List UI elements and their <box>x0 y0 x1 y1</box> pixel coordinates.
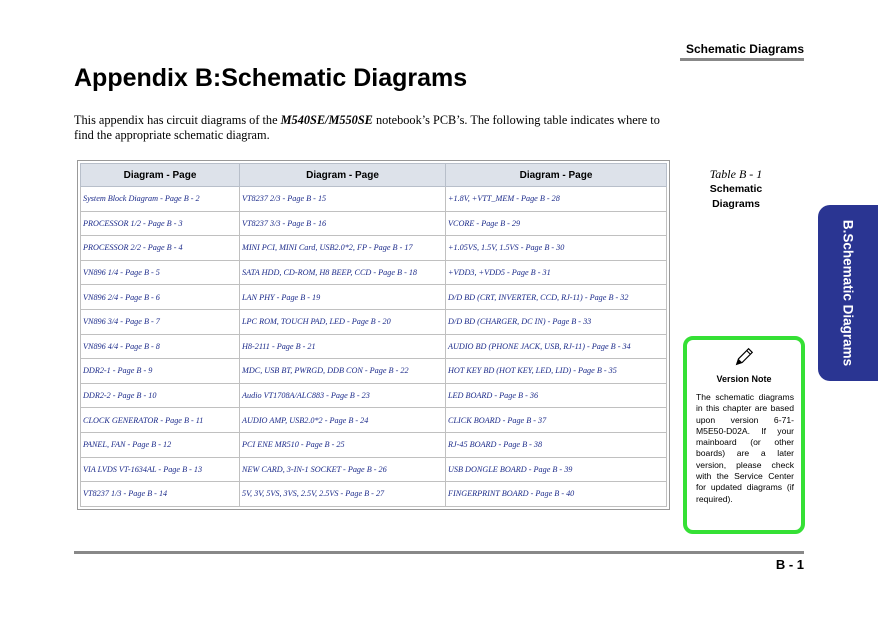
table-caption-label: Table B - 1 <box>709 167 763 181</box>
intro-text-start: This appendix has circuit diagrams of the <box>74 113 281 127</box>
column-header: Diagram - Page <box>240 164 446 187</box>
intro-paragraph <box>74 113 674 143</box>
diagram-page-link[interactable]: PROCESSOR 2/2 - Page B - 4 <box>81 236 240 261</box>
diagram-page-link[interactable]: LED BOARD - Page B - 36 <box>446 383 667 408</box>
diagram-page-link[interactable]: AUDIO AMP, USB2.0*2 - Page B - 24 <box>240 408 446 433</box>
diagram-page-link[interactable]: VCORE - Page B - 29 <box>446 211 667 236</box>
running-header-title: Schematic Diagrams <box>685 42 804 56</box>
page-number: B - 1 <box>775 557 804 572</box>
diagram-page-link[interactable]: LAN PHY - Page B - 19 <box>240 285 446 310</box>
diagram-page-link[interactable]: SATA HDD, CD-ROM, H8 BEEP, CCD - Page B - 18 <box>240 260 446 285</box>
diagram-page-link[interactable]: System Block Diagram - Page B - 2 <box>81 187 240 212</box>
diagram-table-frame <box>77 160 670 510</box>
diagram-page-link[interactable]: D/D BD (CRT, INVERTER, CCD, RJ-11) - Page B - 32 <box>446 285 667 310</box>
table-row <box>81 236 667 261</box>
column-header: Diagram - Page <box>446 164 667 187</box>
diagram-page-link[interactable]: CLOCK GENERATOR - Page B - 11 <box>81 408 240 433</box>
diagram-page-link[interactable]: MDC, USB BT, PWRGD, DDB CON - Page B - 22 <box>240 359 446 384</box>
table-row <box>81 309 667 334</box>
table-row <box>81 285 667 310</box>
table-row <box>81 383 667 408</box>
chapter-side-tab-label: B.Schematic Diagrams <box>840 219 856 367</box>
diagram-page-link[interactable]: VIA LVDS VT-1634AL - Page B - 13 <box>81 457 240 482</box>
model-name: M540SE/M550SE <box>280 113 373 127</box>
diagram-page-link[interactable]: +1.05VS, 1.5V, 1.5VS - Page B - 30 <box>446 236 667 261</box>
diagram-page-link[interactable]: VT8237 1/3 - Page B - 14 <box>81 482 240 507</box>
pencil-icon <box>733 346 755 368</box>
chapter-side-tab[interactable] <box>818 205 878 381</box>
diagram-page-link[interactable]: LPC ROM, TOUCH PAD, LED - Page B - 20 <box>240 309 446 334</box>
diagram-page-link[interactable]: VN896 2/4 - Page B - 6 <box>81 285 240 310</box>
table-header-row <box>81 164 667 187</box>
table-caption-title-line1: Schematic <box>709 183 763 195</box>
diagram-page-link[interactable]: VN896 4/4 - Page B - 8 <box>81 334 240 359</box>
diagram-page-link[interactable]: PANEL, FAN - Page B - 12 <box>81 432 240 457</box>
diagram-table <box>80 163 667 507</box>
diagram-page-link[interactable]: USB DONGLE BOARD - Page B - 39 <box>446 457 667 482</box>
intro-text-end: notebook’s PCB’s. The following table indicates where to find the appropriate schematic diagram. <box>74 113 660 142</box>
diagram-page-link[interactable]: VT8237 3/3 - Page B - 16 <box>240 211 446 236</box>
table-row <box>81 260 667 285</box>
diagram-page-link[interactable]: MINI PCI, MINI Card, USB2.0*2, FP - Page B - 17 <box>240 236 446 261</box>
diagram-page-link[interactable]: +VDD3, +VDD5 - Page B - 31 <box>446 260 667 285</box>
note-body: The schematic diagrams in this chapter are based upon version 6-71-M5E50-D02A. If your mainboard (or other boards) are a later version, please check with the Service Center for updated diagrams (if required). <box>696 392 794 504</box>
diagram-page-link[interactable]: D/D BD (CHARGER, DC IN) - Page B - 33 <box>446 309 667 334</box>
header-rule <box>680 58 804 61</box>
column-header: Diagram - Page <box>81 164 240 187</box>
table-row <box>81 359 667 384</box>
table-row <box>81 187 667 212</box>
diagram-page-link[interactable]: PROCESSOR 1/2 - Page B - 3 <box>81 211 240 236</box>
diagram-page-link[interactable]: CLICK BOARD - Page B - 37 <box>446 408 667 433</box>
table-row <box>81 432 667 457</box>
diagram-page-link[interactable]: DDR2-1 - Page B - 9 <box>81 359 240 384</box>
diagram-page-link[interactable]: NEW CARD, 3-IN-1 SOCKET - Page B - 26 <box>240 457 446 482</box>
diagram-page-link[interactable]: Audio VT1708A/ALC883 - Page B - 23 <box>240 383 446 408</box>
table-row <box>81 334 667 359</box>
diagram-page-link[interactable]: DDR2-2 - Page B - 10 <box>81 383 240 408</box>
footer-rule <box>74 551 804 554</box>
diagram-page-link[interactable]: +1.8V, +VTT_MEM - Page B - 28 <box>446 187 667 212</box>
diagram-page-link[interactable]: VN896 3/4 - Page B - 7 <box>81 309 240 334</box>
page-title: Appendix B:Schematic Diagrams <box>74 64 468 92</box>
table-caption <box>686 167 786 212</box>
table-row <box>81 408 667 433</box>
diagram-page-link[interactable]: HOT KEY BD (HOT KEY, LED, LID) - Page B - 35 <box>446 359 667 384</box>
note-title: Version Note <box>716 374 772 384</box>
version-note-box <box>683 336 805 534</box>
table-row <box>81 457 667 482</box>
diagram-page-link[interactable]: H8-2111 - Page B - 21 <box>240 334 446 359</box>
diagram-page-link[interactable]: AUDIO BD (PHONE JACK, USB, RJ-11) - Page B - 34 <box>446 334 667 359</box>
diagram-page-link[interactable]: FINGERPRINT BOARD - Page B - 40 <box>446 482 667 507</box>
diagram-page-link[interactable]: VT8237 2/3 - Page B - 15 <box>240 187 446 212</box>
diagram-page-link[interactable]: VN896 1/4 - Page B - 5 <box>81 260 240 285</box>
diagram-page-link[interactable]: 5V, 3V, 5VS, 3VS, 2.5V, 2.5VS - Page B - 27 <box>240 482 446 507</box>
table-caption-title-line2: Diagrams <box>712 198 760 210</box>
diagram-page-link[interactable]: RJ-45 BOARD - Page B - 38 <box>446 432 667 457</box>
table-row <box>81 211 667 236</box>
table-row <box>81 482 667 507</box>
diagram-page-link[interactable]: PCI ENE MR510 - Page B - 25 <box>240 432 446 457</box>
